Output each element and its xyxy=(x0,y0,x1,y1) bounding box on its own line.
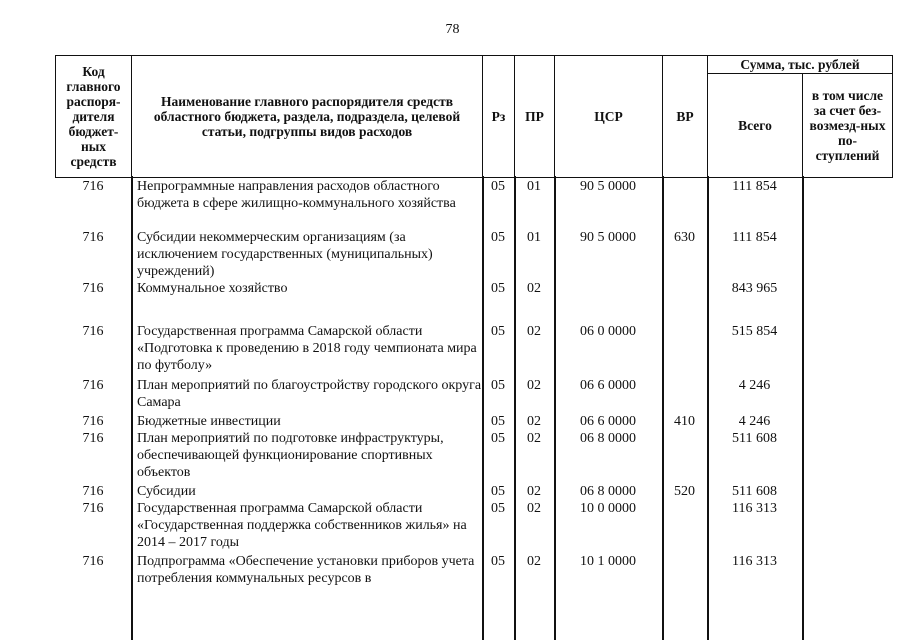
cell-name: Государственная программа Самарской области «Подготовка к проведению в 2018 году чемпионата мира по футболу» xyxy=(137,324,477,373)
cell-name: Бюджетные инвестиции xyxy=(137,414,281,429)
cell-csr: 06 0 0000 xyxy=(580,324,636,339)
cell-vr: 630 xyxy=(674,230,695,245)
table-row xyxy=(55,377,892,411)
cell-kod: 716 xyxy=(82,324,104,339)
cell-vsego: 116 313 xyxy=(732,501,777,516)
cell-name: Непрограммные направления расходов областного бюджета в сфере жилищно-коммунального хозяйства xyxy=(137,179,456,211)
cell-csr: 90 5 0000 xyxy=(580,179,636,194)
header-summa: Сумма, тыс. рублей xyxy=(708,56,893,74)
cell-pr: 02 xyxy=(527,281,541,296)
header-vr: ВР xyxy=(663,56,708,178)
cell-vr: 410 xyxy=(674,414,695,429)
cell-vr: 520 xyxy=(674,484,695,499)
cell-rz: 05 xyxy=(491,281,505,296)
cell-name: Субсидии xyxy=(137,484,196,499)
cell-rz: 05 xyxy=(491,179,505,194)
header-kod: Код главного распоря-дителя бюджет-ных средств xyxy=(56,56,132,178)
cell-csr: 06 6 0000 xyxy=(580,378,636,393)
cell-vsego: 843 965 xyxy=(731,281,778,296)
header-vsego: Всего xyxy=(708,74,803,178)
cell-csr: 06 8 0000 xyxy=(580,431,636,446)
cell-rz: 05 xyxy=(491,378,505,393)
cell-csr: 06 6 0000 xyxy=(580,414,636,429)
cell-pr: 02 xyxy=(527,431,541,446)
cell-rz: 05 xyxy=(491,414,505,429)
cell-csr: 10 1 0000 xyxy=(580,554,636,569)
cell-name: Государственная программа Самарской области «Государственная поддержка собственников жилья» на 2014 – 2017 годы xyxy=(137,501,467,550)
cell-kod: 716 xyxy=(82,554,104,569)
cell-csr: 06 8 0000 xyxy=(580,484,636,499)
cell-vsego: 511 608 xyxy=(732,484,777,499)
cell-vsego: 111 854 xyxy=(732,179,777,194)
cell-kod: 716 xyxy=(82,431,104,446)
cell-name: Подпрограмма «Обеспечение установки приборов учета потребления коммунальных ресурсов в xyxy=(137,554,475,586)
table-body xyxy=(55,178,892,586)
cell-pr: 02 xyxy=(527,501,541,516)
cell-kod: 716 xyxy=(82,501,104,516)
table-row xyxy=(55,178,892,229)
cell-name: План мероприятий по благоустройству городского округа Самара xyxy=(137,378,482,410)
cell-rz: 05 xyxy=(491,431,505,446)
table-row xyxy=(55,413,892,430)
table-row xyxy=(55,229,892,280)
table-row xyxy=(55,323,892,374)
cell-pr: 02 xyxy=(527,554,541,569)
cell-vsego: 511 608 xyxy=(732,431,777,446)
cell-name: Коммунальное хозяйство xyxy=(137,281,288,296)
cell-kod: 716 xyxy=(82,281,104,296)
cell-rz: 05 xyxy=(491,230,505,245)
header-csr: ЦСР xyxy=(555,56,663,178)
cell-kod: 716 xyxy=(82,179,104,194)
cell-vsego: 111 854 xyxy=(732,230,777,245)
cell-vsego: 515 854 xyxy=(731,324,778,339)
table-row xyxy=(55,500,892,551)
page-number: 78 xyxy=(445,22,460,37)
cell-pr: 02 xyxy=(527,378,541,393)
cell-kod: 716 xyxy=(82,378,104,393)
cell-csr: 10 0 0000 xyxy=(580,501,636,516)
cell-pr: 01 xyxy=(527,179,541,194)
cell-rz: 05 xyxy=(491,484,505,499)
table-row xyxy=(55,553,892,587)
cell-kod: 716 xyxy=(82,230,104,245)
cell-csr: 90 5 0000 xyxy=(580,230,636,245)
budget-table xyxy=(55,55,892,586)
cell-kod: 716 xyxy=(82,414,104,429)
table-row xyxy=(55,483,892,500)
header-name: Наименование главного распорядителя средств областного бюджета, раздела, подраздела, целевой статьи, подгруппы видов расходов xyxy=(132,56,483,178)
cell-pr: 02 xyxy=(527,414,541,429)
cell-name: План мероприятий по подготовке инфраструктуры, обеспечивающей функционирование спортивных объектов xyxy=(137,431,444,480)
cell-rz: 05 xyxy=(491,501,505,516)
table-row xyxy=(55,430,892,481)
cell-kod: 716 xyxy=(82,484,104,499)
cell-pr: 01 xyxy=(527,230,541,245)
cell-vsego: 4 246 xyxy=(738,414,771,429)
header-free: в том числе за счет без-возмезд-ных по-ступлений xyxy=(803,74,893,178)
cell-rz: 05 xyxy=(491,324,505,339)
cell-name: Субсидии некоммерческим организациям (за исключением государственных (муниципальных) учреждений) xyxy=(137,230,433,279)
cell-vsego: 116 313 xyxy=(732,554,777,569)
cell-vsego: 4 246 xyxy=(738,378,771,393)
table-row xyxy=(55,280,892,320)
header-pr: ПР xyxy=(515,56,555,178)
table-header xyxy=(55,55,893,178)
cell-rz: 05 xyxy=(491,554,505,569)
cell-pr: 02 xyxy=(527,324,541,339)
header-rz: Рз xyxy=(483,56,515,178)
cell-pr: 02 xyxy=(527,484,541,499)
